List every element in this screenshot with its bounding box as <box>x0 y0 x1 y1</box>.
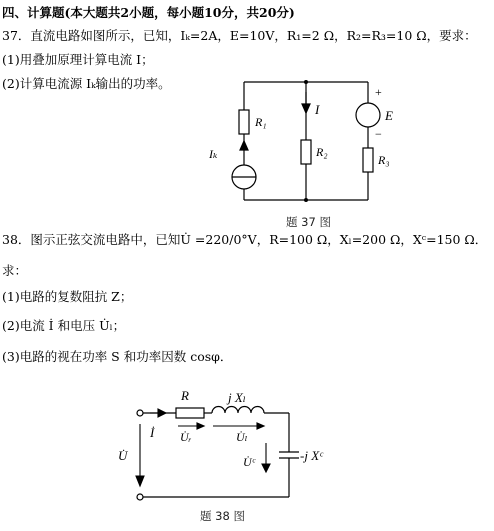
label-e: E <box>385 108 393 123</box>
q37-item-1: (1)用叠加原理计算电流 I； <box>2 52 154 67</box>
label-r1: R₁ <box>255 115 267 129</box>
label-jxl: j Xₗ <box>228 390 246 405</box>
label-plus: + <box>375 85 382 99</box>
label-r3: R₃ <box>378 153 390 167</box>
q37-caption: 题 37 图 <box>286 215 331 229</box>
label-i: I <box>315 102 320 117</box>
q37-item-2: (2)计算电流源 Iₖ输出的功率。 <box>2 76 171 91</box>
label-r: R <box>181 388 189 403</box>
label-u: U̇ <box>118 448 128 463</box>
label-ul: U̇ₗ <box>236 430 248 444</box>
inductor-xl <box>212 407 264 414</box>
label-ik: Iₖ <box>209 147 218 161</box>
label-i-phasor: İ <box>150 425 155 440</box>
q37-statement: 37．直流电路如图所示，已知，Iₖ=2A，E=10V，R₁=2 Ω，R₂=R₃=10 Ω，要求： <box>2 28 477 43</box>
q38-item-1: (1)电路的复数阻抗 Z； <box>2 289 133 304</box>
label-jxc: -j Xᶜ <box>300 448 323 463</box>
section-header: 四、计算题(本大题共2小题，每小题10分，共20分) <box>2 5 295 20</box>
resistor-r <box>176 408 204 418</box>
q38-item-3: (3)电路的视在功率 S 和功率因数 cosφ． <box>2 349 233 364</box>
q38-ask: 求： <box>2 263 28 278</box>
q38-statement: 38．图示正弦交流电路中，已知U̇ =220/0°V，R=100 Ω，Xₗ=200 Ω，Xᶜ=150 Ω． <box>2 232 488 247</box>
q38-item-2: (2)电流 İ 和电压 U̇ₗ； <box>2 318 126 333</box>
label-uc: U̇ᶜ <box>243 455 255 469</box>
q38-caption: 题 38 图 <box>200 509 245 523</box>
label-minus: − <box>375 127 382 141</box>
label-ur: U̇ᵣ <box>180 430 192 444</box>
label-r2: R₂ <box>316 145 328 159</box>
